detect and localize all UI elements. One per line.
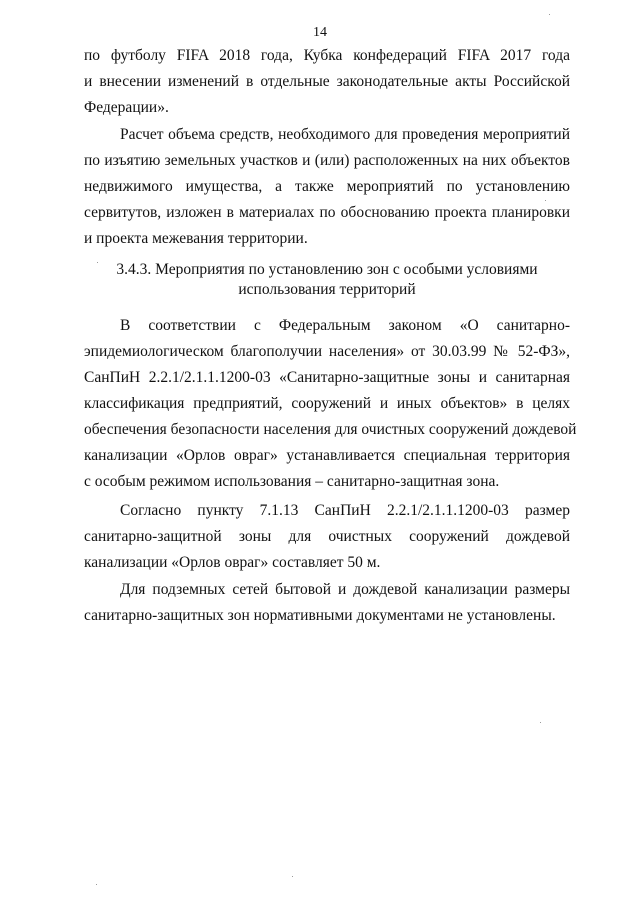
text-line: по футболу FIFA 2018 года, Кубка конфедераций FIFA 2017 года [84,47,570,64]
text-line: недвижимого имущества, а также мероприятий по установлению [84,178,570,195]
paragraph-sanitary-zone [84,313,577,495]
text-line: эпидемиологическом благополучии населения» от 30.03.99 № 52-ФЗ», [84,343,570,360]
paragraph-underground-networks [84,577,570,629]
scan-speck [540,722,541,723]
text-line: и проекта межевания территории. [84,230,308,247]
text-line: с особым режимом использования – санитарно-защитная зона. [84,473,500,490]
scan-speck [96,884,97,885]
text-line: сервитутов, изложен в материалах по обоснованию проекта планировки [84,204,570,221]
text-line: Согласно пункту 7.1.13 СанПиН 2.2.1/2.1.1.1200-03 размер [120,502,570,519]
text-line: санитарно-защитных зон нормативными документами не установлены. [84,607,556,624]
text-line: классификация предприятий, сооружений и иных объектов» в целях [84,395,570,412]
heading-line: 3.4.3. Мероприятия по установлению зон с особыми условиями [116,261,538,278]
text-line: СанПиН 2.2.1/2.1.1.1200-03 «Санитарно-защитные зоны и санитарная [84,369,570,386]
paragraph-compensation [84,122,570,252]
scan-speck [549,14,550,15]
text-line: Расчет объема средств, необходимого для проведения мероприятий [120,126,570,143]
paragraph-continuation [84,43,570,121]
section-heading [84,260,570,300]
page-number: 14 [313,25,327,40]
text-line: Федерации». [84,99,169,116]
text-line: санитарно-защитной зоны для очистных сооружений дождевой [84,528,570,545]
scan-speck [97,262,98,263]
text-line: канализации «Орлов овраг» устанавливается специальная территория [84,447,570,464]
text-line: по изъятию земельных участков и (или) расположенных на них объектов [84,152,570,169]
text-line: канализации «Орлов овраг» составляет 50 м. [84,554,381,571]
text-line: В соответствии с Федеральным законом «О санитарно- [120,317,570,334]
scan-speck [545,200,546,201]
text-line: Для подземных сетей бытовой и дождевой канализации размеры [120,581,570,598]
text-line: и внесении изменений в отдельные законодательные акты Российской [84,73,570,90]
text-line: обеспечения безопасности населения для очистных сооружений дождевой [84,421,577,438]
scan-speck [292,876,293,877]
paragraph-zone-size [84,498,570,576]
heading-line: использования территорий [238,281,416,298]
